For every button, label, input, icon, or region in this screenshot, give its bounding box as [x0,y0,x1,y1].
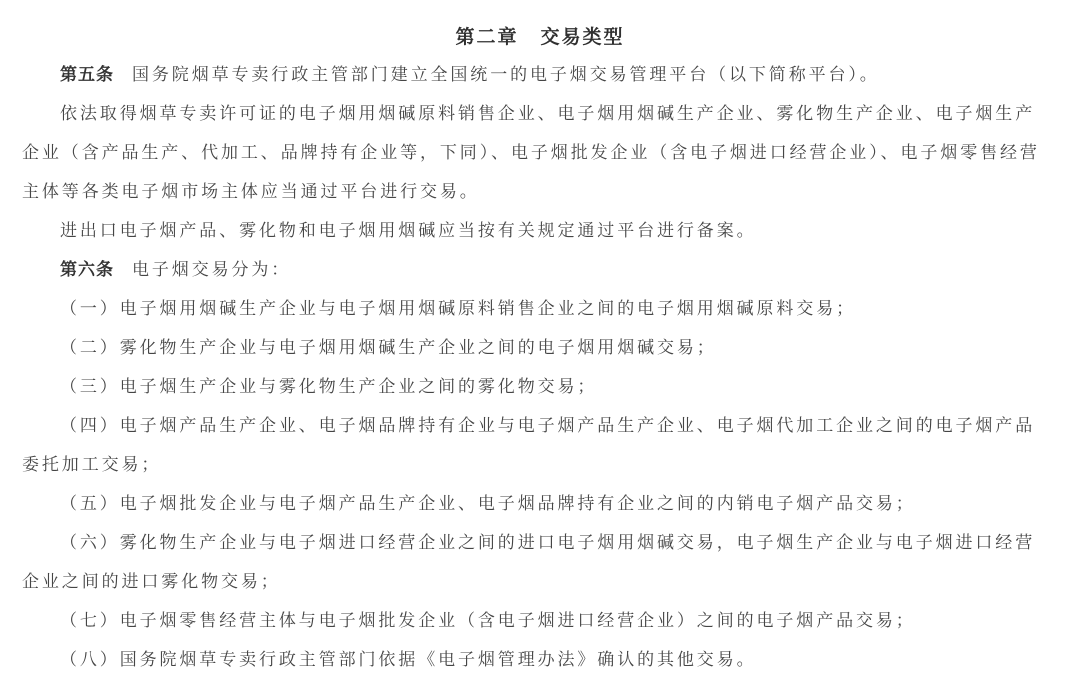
article-6-text: 电子烟交易分为： [132,260,292,280]
list-item-3: （三）电子烟生产企业与雾化物生产企业之间的雾化物交易； [60,377,598,397]
list-item-6: （六）雾化物生产企业与电子烟进口经营企业之间的进口电子烟用烟碱交易，电子烟生产企业与电子烟进口经营企业之间的进口雾化物交易； [22,533,1036,592]
article-5-text: 国务院烟草专卖行政主管部门建立全国统一的电子烟交易管理平台（以下简称平台）。 [132,65,880,85]
list-item-2: （二）雾化物生产企业与电子烟用烟碱生产企业之间的电子烟用烟碱交易； [60,338,717,358]
list-item-7: （七）电子烟零售经营主体与电子烟批发企业（含电子烟进口经营企业）之间的电子烟产品交易； [60,611,916,631]
article-5-paragraph-2: 依法取得烟草专卖许可证的电子烟用烟碱原料销售企业、电子烟用烟碱生产企业、雾化物生产企业、电子烟生产企业（含产品生产、代加工、品牌持有企业等，下同）、电子烟批发企业（含电子烟进口经营企业）、电子烟零售经营主体等各类电子烟市场主体应当通过平台进行交易。 [22,104,1040,202]
article-5-paragraph-1 [22,56,1042,95]
article-5-paragraph-3: 进出口电子烟产品、雾化物和电子烟用烟碱应当按有关规定通过平台进行备案。 [60,221,757,241]
article-6-paragraph [22,251,1042,290]
article-6-label: 第六条 [60,260,114,280]
list-item-5: （五）电子烟批发企业与电子烟产品生产企业、电子烟品牌持有企业之间的内销电子烟产品交易； [60,494,916,514]
chapter-title: 交易类型 [540,26,625,48]
list-item-1: （一）电子烟用烟碱生产企业与电子烟用烟碱原料销售企业之间的电子烟用烟碱原料交易； [60,299,856,319]
chapter-number: 第二章 [455,26,519,48]
chapter-heading [0,22,1080,49]
list-item-8: （八）国务院烟草专卖行政主管部门依据《电子烟管理办法》确认的其他交易。 [60,650,757,670]
article-5-label: 第五条 [60,65,114,85]
list-item-4: （四）电子烟产品生产企业、电子烟品牌持有企业与电子烟产品生产企业、电子烟代加工企业之间的电子烟产品委托加工交易； [22,416,1036,475]
